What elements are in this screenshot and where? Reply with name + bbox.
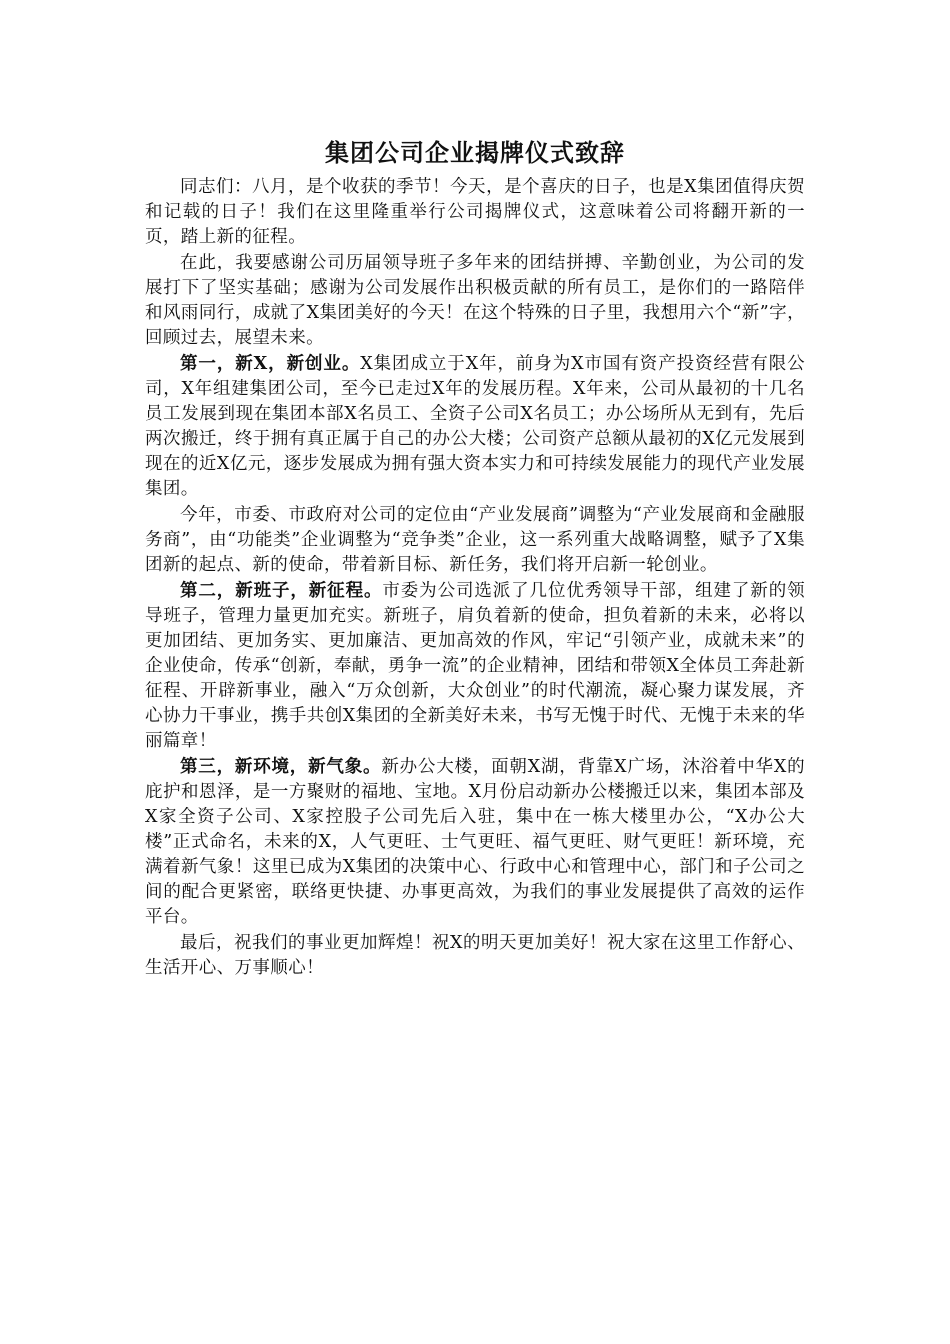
paragraph-text: 市委为公司选派了几位优秀领导干部，组建了新的领导班子，管理力量更加充实。新班子，肩负着新的使命，担负着新的未来，必将以更加团结、更加务实、更加廉洁、更加高效的作风，牢记“引领产业，成就未来”的企业使命，传承“创新，奉献，勇争一流”的企业精神，团结和带领X全体员工奔赴新征程、开辟新事业，融入“万众创新，大众创业”的时代潮流，凝心聚力谋发展，齐心协力干事业，携手共创X集团的全新美好未来，书写无愧于时代、无愧于未来的华丽篇章！ xyxy=(145,581,806,751)
paragraph-text: X集团成立于X年，前身为X市国有资产投资经营有限公司，X年组建集团公司，至今已走过X年的发展历程。X年来，公司从最初的十几名员工发展到现在集团本部X名员工、全资子公司X名员工；办公场所从无到有，先后两次搬迁，终于拥有真正属于自己的办公大楼；公司资产总额从最初的X亿元发展到现在的近X亿元，逐步发展成为拥有强大资本实力和可持续发展能力的现代产业发展集团。 xyxy=(145,354,806,499)
paragraph-lead: 第三，新环境，新气象。 xyxy=(180,757,382,777)
document-page xyxy=(145,135,805,982)
paragraph-greeting xyxy=(145,175,805,250)
paragraph-text: 新办公大楼，面朝X湖，背靠X广场，沐浴着中华X的庇护和恩泽，是一方聚财的福地、宝地。X月份启动新办公楼搬迁以来，集团本部及X家全资子公司、X家控股子公司先后入驻，集中在一栋大楼里办公，“X办公大楼”正式命名，未来的X，人气更旺、士气更旺、福气更旺、财气更旺！新环境，充满着新气象！这里已成为X集团的决策中心、行政中心和管理中心，部门和子公司之间的配合更紧密，联络更快捷、办事更高效，为我们的事业发展提供了高效的运作平台。 xyxy=(145,757,805,927)
paragraph-text: 在此，我要感谢公司历届领导班子多年来的团结拼搏、辛勤创业，为公司的发展打下了坚实基础；感谢为公司发展作出积极贡献的所有员工，是你们的一路陪伴和风雨同行，成就了X集团美好的今天！在这个特殊的日子里，我想用六个“新”字，回顾过去，展望未来。 xyxy=(145,253,805,348)
paragraph-lead: 第二，新班子，新征程。 xyxy=(180,581,383,601)
paragraph-third-point xyxy=(145,755,805,930)
paragraph-thanks xyxy=(145,251,805,351)
paragraph-text: 同志们：八月，是个收获的季节！今天，是个喜庆的日子，也是X集团值得庆贺和记载的日子！我们在这里隆重举行公司揭牌仪式，这意味着公司将翻开新的一页，踏上新的征程。 xyxy=(145,177,805,247)
paragraph-second-point xyxy=(145,579,805,754)
paragraph-positioning xyxy=(145,503,805,578)
paragraph-closing xyxy=(145,931,805,981)
paragraph-text: 最后，祝我们的事业更加辉煌！祝X的明天更加美好！祝大家在这里工作舒心、生活开心、万事顺心！ xyxy=(145,933,805,978)
paragraph-lead: 第一，新X，新创业。 xyxy=(180,354,361,374)
paragraph-first-point xyxy=(145,352,805,502)
paragraph-text: 今年，市委、市政府对公司的定位由“产业发展商”调整为“产业发展商和金融服务商”，由“功能类”企业调整为“竞争类”企业，这一系列重大战略调整，赋予了X集团新的起点、新的使命，带着新目标、新任务，我们将开启新一轮创业。 xyxy=(145,505,805,575)
document-title: 集团公司企业揭牌仪式致辞 xyxy=(325,139,625,167)
